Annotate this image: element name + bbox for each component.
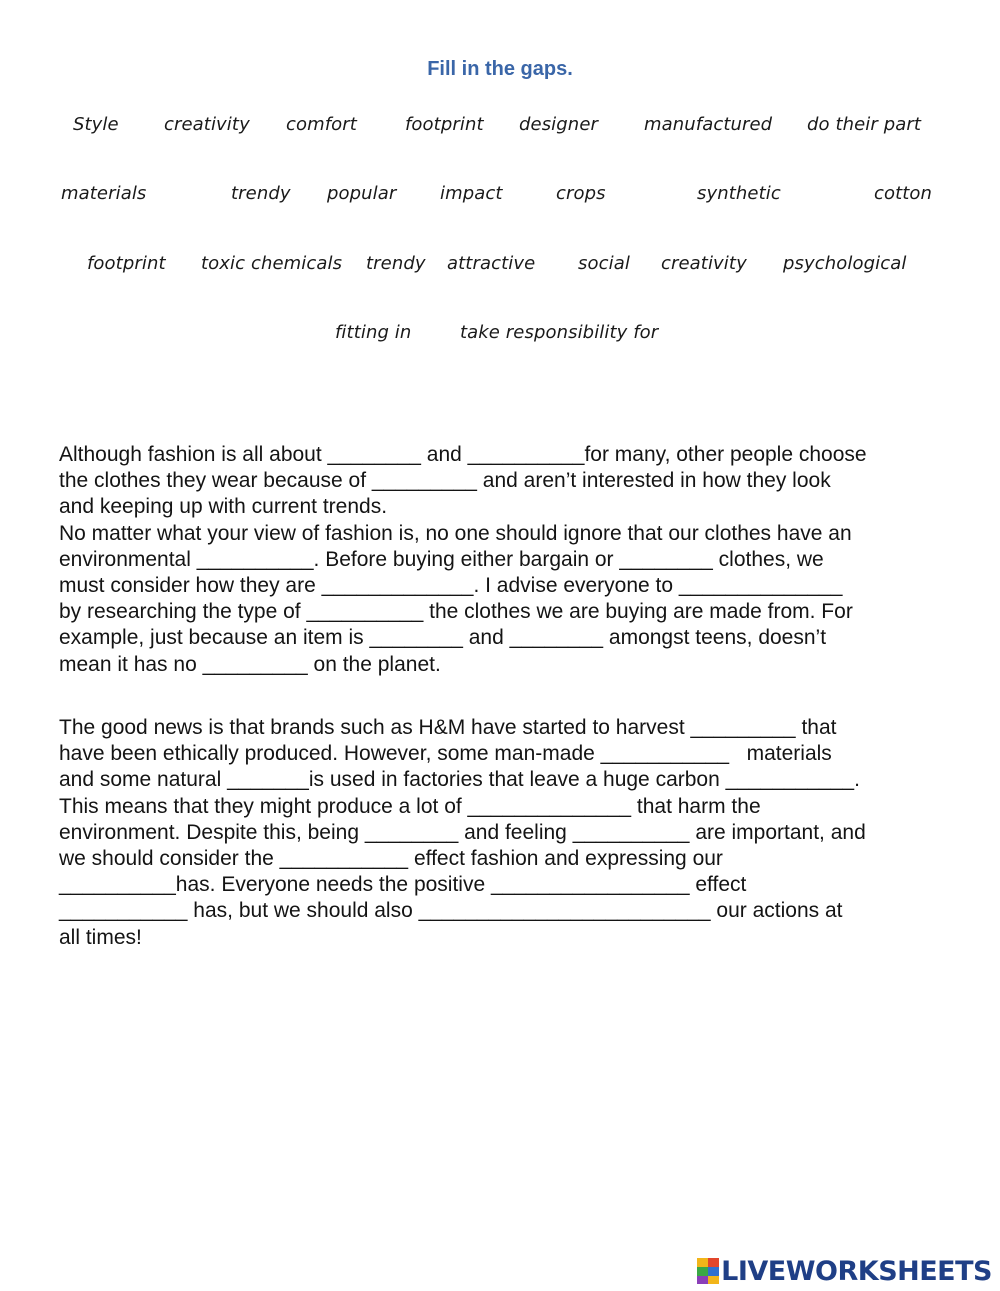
word-bank-item: comfort <box>286 114 357 135</box>
word-bank-item: Style <box>73 114 119 135</box>
word-bank-item: popular <box>327 183 397 204</box>
logo-blocks-icon <box>697 1258 719 1284</box>
word-bank-item: cotton <box>874 183 933 204</box>
word-bank-item: designer <box>519 114 598 135</box>
word-bank-item: social <box>578 253 630 274</box>
word-bank-item: manufactured <box>644 114 773 135</box>
word-bank-item: creativity <box>164 114 250 135</box>
word-bank-item: attractive <box>447 253 536 274</box>
paragraph-2: The good news is that brands such as H&M have started to harvest _________ that have been ethically produced. However, some man-made ___________ materials and some natural _______is used in factories that leave a huge carbon ___________. This means that they might produce a lot of ______________ that harm the environment. Despite this, being ________ and feeling __________ are important, and we should consider the ___________ effect fashion and expressing our __________has. Everyone needs the positive _________________ effect ___________ has, but we should also _________________________ our actions at all times! <box>59 716 866 949</box>
word-bank-row-1 <box>0 114 1000 144</box>
word-bank-item: footprint <box>87 253 166 274</box>
paragraph-1: Although fashion is all about ________ and __________for many, other people choose the clothes they wear because of _________ and aren’t interested in how they look and keeping up with current trends. No matter what your view of fashion is, no one should ignore that our clothes have an environmental __________. Before buying either bargain or ________ clothes, we must consider how they are _____________. I advise everyone to ______________ by researching the type of __________ the clothes we are buying are made from. For example, just because an item is ________ and ________ amongst teens, doesn’t mean it has no _________ on the planet. <box>59 443 867 676</box>
word-bank-item: fitting in <box>335 322 412 343</box>
word-bank-item: trendy <box>366 253 426 274</box>
word-bank-item: trendy <box>231 183 291 204</box>
word-bank-item: crops <box>556 183 606 204</box>
word-bank-item: take responsibility for <box>460 322 659 343</box>
worksheet-title: Fill in the gaps. <box>427 58 573 80</box>
word-bank-item: psychological <box>783 253 907 274</box>
word-bank-item: creativity <box>661 253 747 274</box>
word-bank-item: toxic chemicals <box>201 253 343 274</box>
logo-text: LIVEWORKSHEETS <box>721 1255 992 1287</box>
word-bank-item: materials <box>61 183 147 204</box>
word-bank-row-2 <box>0 183 1000 213</box>
word-bank-item: footprint <box>405 114 484 135</box>
liveworksheets-logo <box>697 1255 992 1287</box>
word-bank-item: do their part <box>807 114 922 135</box>
word-bank-item: impact <box>440 183 503 204</box>
word-bank-row-4 <box>0 322 1000 352</box>
word-bank-item: synthetic <box>697 183 781 204</box>
word-bank-row-3 <box>0 253 1000 283</box>
